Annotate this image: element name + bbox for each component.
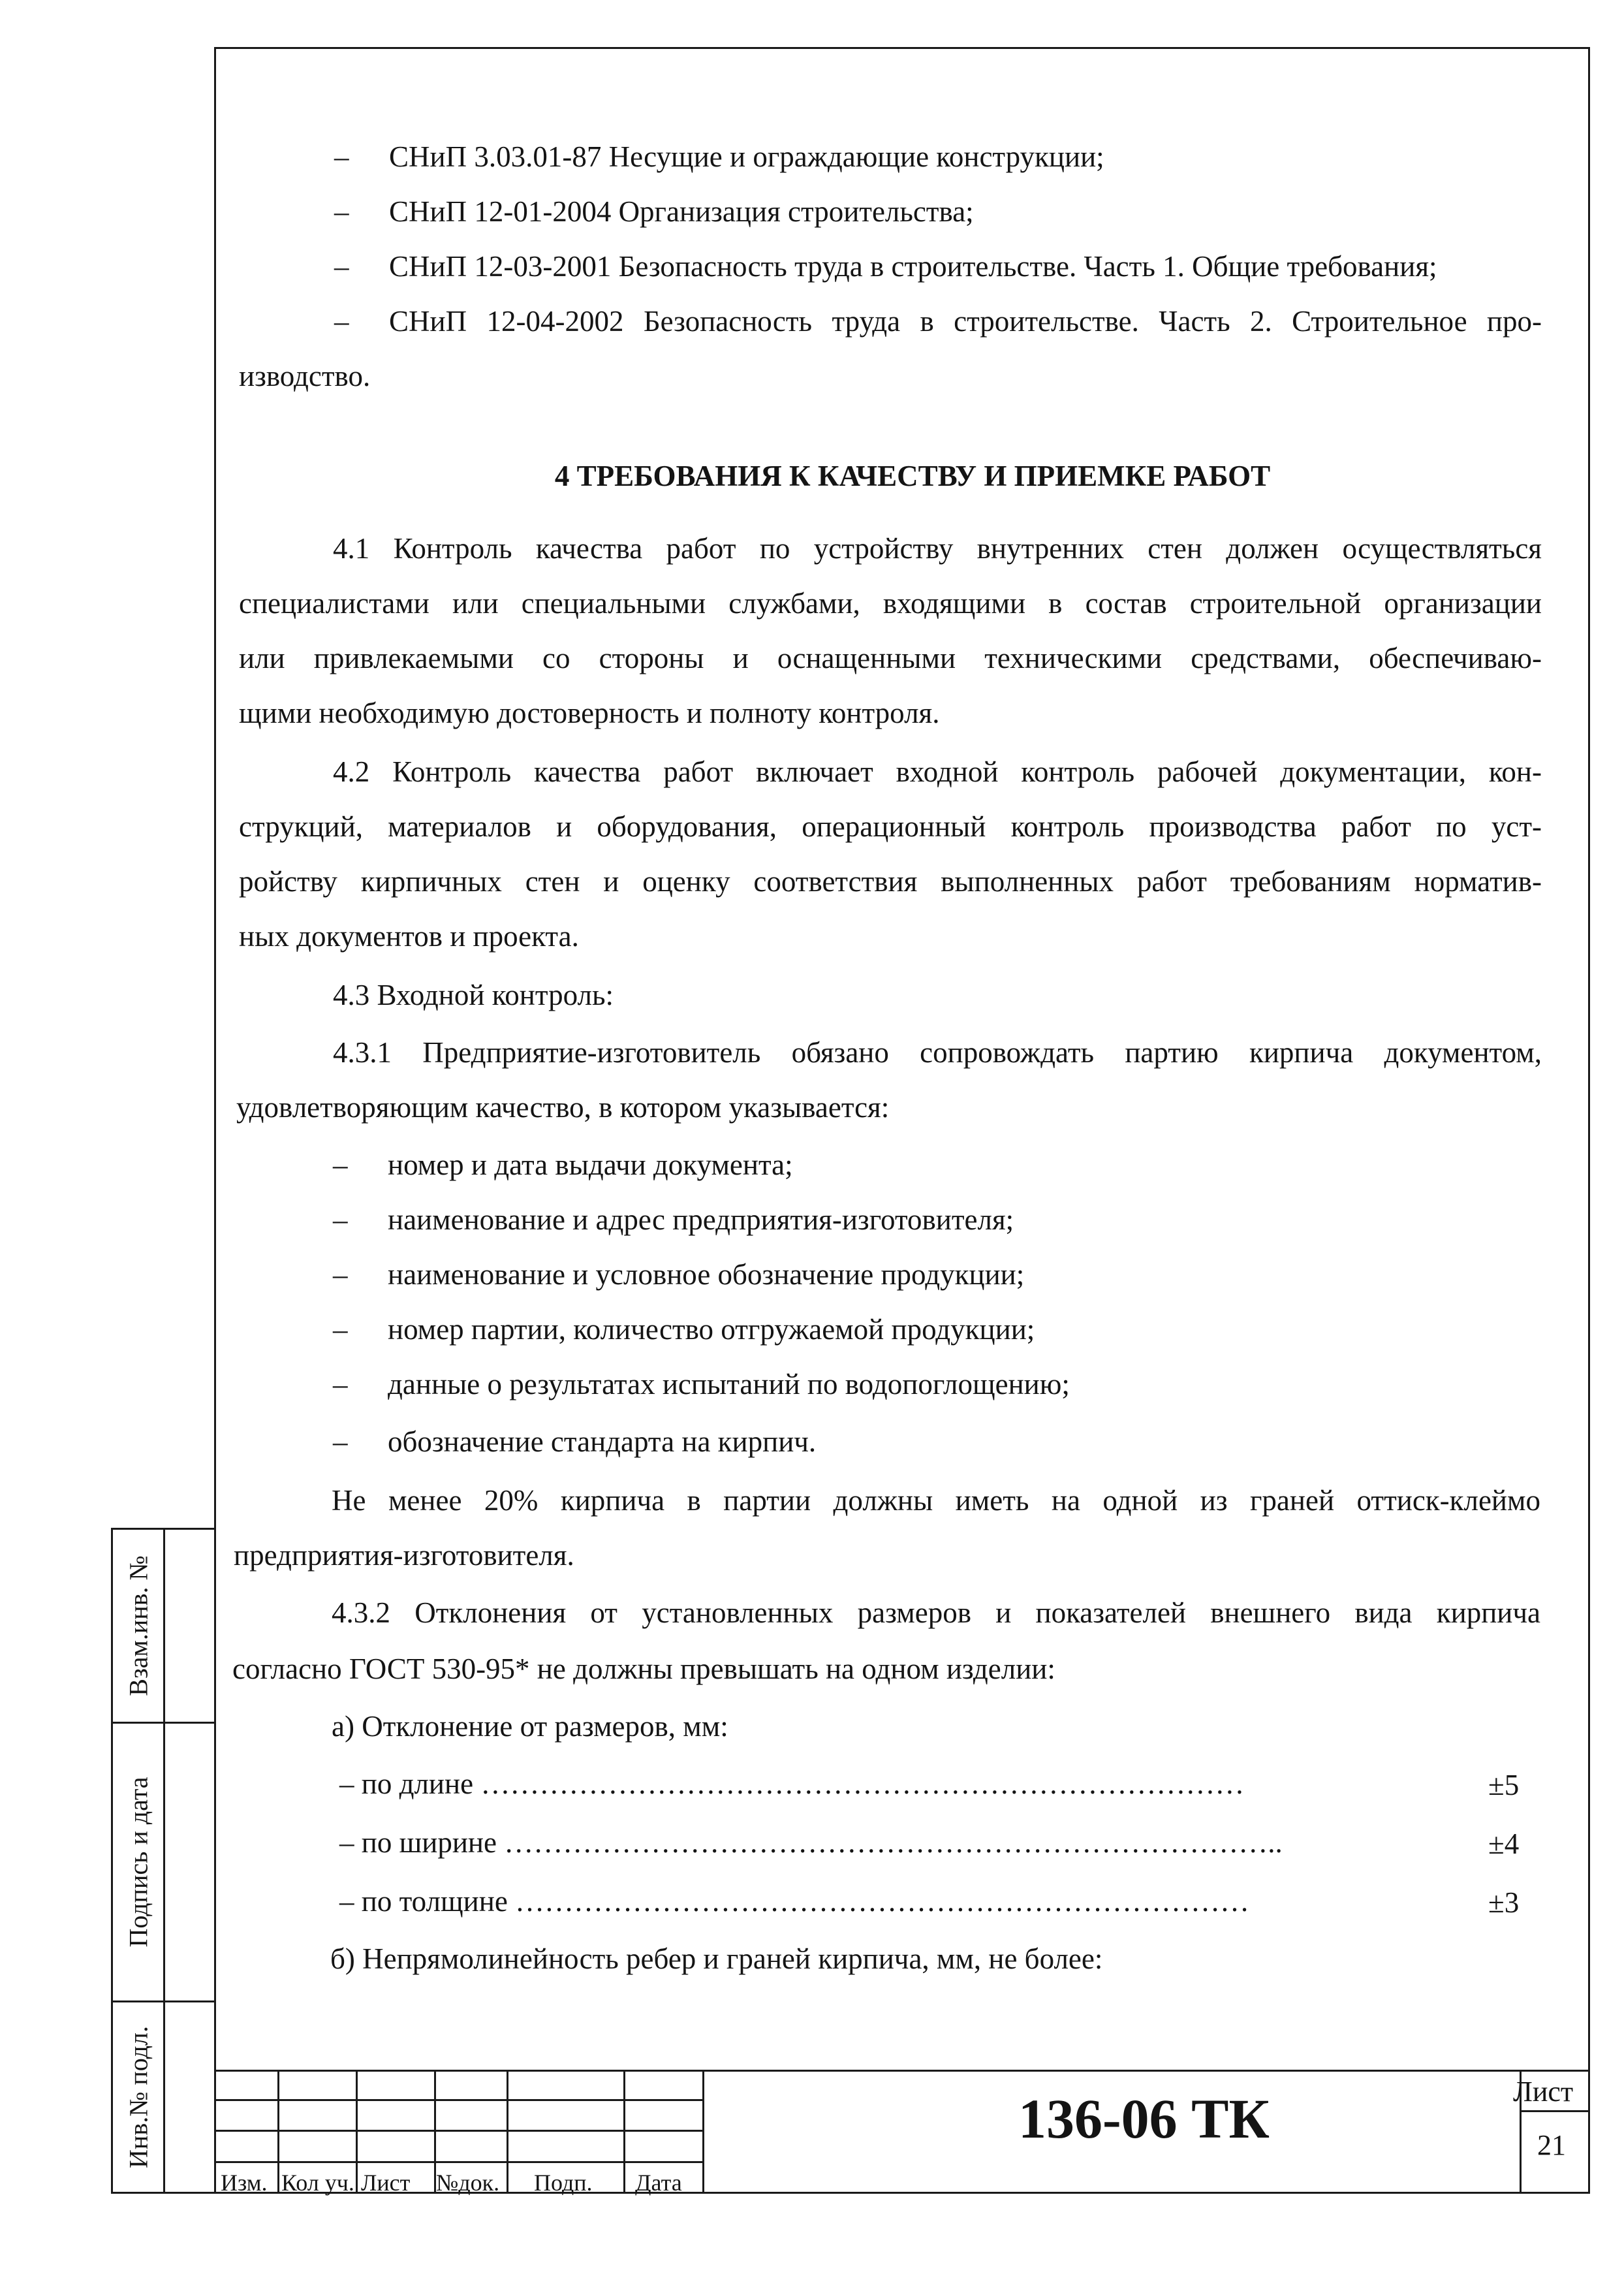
list-item: – СНиП 3.03.01-87 Несущие и ограждающие конструкции;: [334, 140, 1104, 173]
stamp-label-inv: Инв.№ подл.: [123, 2026, 153, 2168]
paragraph-line: Не менее 20% кирпича в партии должны иметь на одной из граней оттиск-клеймо: [332, 1484, 1540, 1517]
list-item: – СНиП 12-01-2004 Организация строительства;: [334, 195, 974, 228]
title-col-data: Дата: [635, 2170, 682, 2196]
tolerance-label: – по ширине ……………………………………………………………………..: [339, 1826, 1283, 1859]
list-item-continuation: изводство.: [239, 360, 371, 392]
list-item: – обозначение стандарта на кирпич.: [333, 1425, 817, 1458]
title-col-kol: Кол уч.: [281, 2170, 354, 2196]
stamp-cell-inv: [111, 2000, 214, 2194]
list-item: – наименование и условное обозначение продукции;: [333, 1258, 1025, 1291]
paragraph-line: 4.1 Контроль качества работ по устройству внутренних стен должен осуществляться: [333, 532, 1542, 565]
stamp-label-vzam: Взам.инв. №: [123, 1555, 153, 1696]
paragraph-line: 4.3 Входной контроль:: [333, 979, 614, 1011]
title-col-podp: Подп.: [534, 2170, 593, 2196]
paragraph-line: 4.3.1 Предприятие-изготовитель обязано сопровождать партию кирпича документом,: [333, 1036, 1542, 1069]
paragraph-line: а) Отклонение от размеров, мм:: [332, 1710, 728, 1743]
section-heading: 4 ТРЕБОВАНИЯ К КАЧЕСТВУ И ПРИЕМКЕ РАБОТ: [554, 460, 1271, 492]
list-item: – СНиП 12-03-2001 Безопасность труда в строительстве. Часть 1. Общие требования;: [334, 250, 1437, 283]
paragraph-line: специалистами или специальными службами, входящими в состав строительной организации: [239, 587, 1542, 620]
tolerance-value: ±3: [1488, 1886, 1520, 1919]
paragraph-line: б) Непрямолинейность ребер и граней кирпича, мм, не более:: [330, 1942, 1103, 1975]
list-item: – данные о результатах испытаний по водопоглощению;: [333, 1368, 1070, 1400]
list-item: – номер партии, количество отгружаемой продукции;: [333, 1313, 1035, 1346]
stamp-cell-vzam: [111, 1528, 214, 1724]
paragraph-line: предприятия-изготовителя.: [234, 1539, 574, 1572]
paragraph-line: или привлекаемыми со стороны и оснащенными техническими средствами, обеспечиваю-: [239, 642, 1542, 674]
paragraph-line: ных документов и проекта.: [239, 920, 579, 953]
stamp-label-podpis: Подпись и дата: [123, 1777, 153, 1948]
paragraph-line: щими необходимую достоверность и полноту контроля.: [239, 697, 940, 729]
tolerance-label: – по толщине …………………………………………………………………: [339, 1885, 1250, 1918]
paragraph-line: удовлетворяющим качество, в котором указывается:: [236, 1091, 890, 1124]
list-item: – номер и дата выдачи документа;: [333, 1148, 793, 1181]
tolerance-label: – по длине ……………………………………………………………………: [339, 1767, 1245, 1800]
stamp-cell-podpis: [111, 1722, 214, 2002]
list-item: – наименование и адрес предприятия-изготовителя;: [333, 1203, 1014, 1236]
title-col-izm: Изм.: [221, 2170, 268, 2196]
document-code: 136-06 ТК: [1018, 2087, 1270, 2150]
list-item: – СНиП 12-04-2002 Безопасность труда в строительстве. Часть 2. Строительное про-: [334, 305, 1542, 338]
paragraph-line: 4.3.2 Отклонения от установленных размеров и показателей внешнего вида кирпича: [332, 1596, 1540, 1629]
sheet-label: Лист: [1513, 2076, 1574, 2108]
title-col-ndok: №док.: [436, 2170, 500, 2196]
tolerance-value: ±5: [1488, 1769, 1520, 1801]
title-block: [214, 2070, 1590, 2194]
title-col-list: Лист: [361, 2170, 411, 2196]
tolerance-value: ±4: [1488, 1827, 1520, 1860]
sheet-number: 21: [1537, 2129, 1566, 2161]
paragraph-line: 4.2 Контроль качества работ включает входной контроль рабочей документации, кон-: [333, 755, 1542, 788]
paragraph-line: струкций, материалов и оборудования, операционный контроль производства работ по уст-: [239, 810, 1542, 843]
paragraph-line: ройству кирпичных стен и оценку соответствия выполненных работ требованиям норматив-: [239, 865, 1542, 898]
paragraph-line: согласно ГОСТ 530-95* не должны превышать на одном изделии:: [232, 1653, 1055, 1685]
